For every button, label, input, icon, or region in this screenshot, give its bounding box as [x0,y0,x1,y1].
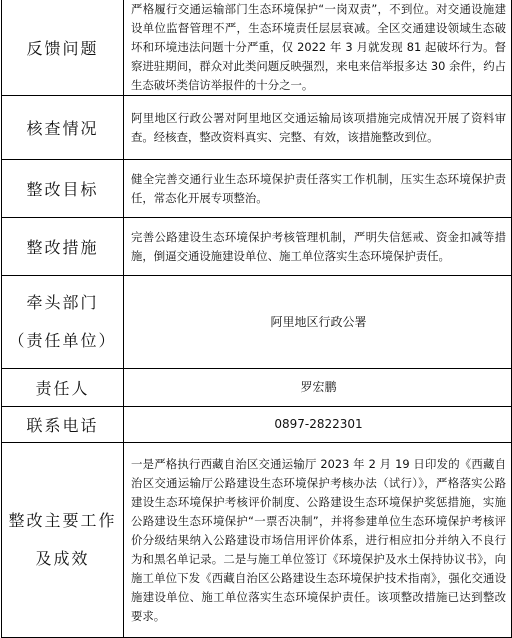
rectification-table [1,0,512,638]
table-row-rectification-measures [2,218,512,276]
content-main-work-results: 一是严格执行西藏自治区交通运输厅 2023 年 2 月 19 日印发的《西藏自治区交通运输厅公路建设生态环境保护考核办法（试行）》，严格落实公路建设生态环境保护考核评价制度、公路建设生态环境保护奖惩措施，实施公路建设生态环境保护“一票否决制”，并将参建单位生态环境保护考核评价分级结果纳入公路建设市场信用评价体系，进行相应扣分并纳入不良行为和黑名单记录。二是与施工单位签订《环境保护及水土保持协议书》，向施工单位下发《西藏自治区公路建设生态环境保护技术指南》，强化交通设施建设单位、施工单位落实生态环境保护责任。该项整改措施已达到整改要求。 [124,443,512,638]
content-contact-phone: 0897-2822301 [124,407,512,443]
table-row-main-work-results [2,443,512,638]
label-lead-department-line2: （责任单位） [8,331,117,350]
table-row-feedback-issue [2,0,512,96]
label-responsible-person: 责任人 [2,369,124,407]
table-row-rectification-goal [2,160,512,218]
content-responsible-person: 罗宏鹏 [124,369,512,407]
table-row-contact-phone [2,407,512,443]
table-row-lead-department [2,276,512,369]
label-main-work-results-line1: 整改主要工作 [8,511,117,530]
label-verification: 核查情况 [2,96,124,160]
label-rectification-goal: 整改目标 [2,160,124,218]
label-feedback-issue: 反馈问题 [2,0,124,96]
table-row-verification [2,96,512,160]
label-main-work-results-line2: 及成效 [35,549,90,568]
label-contact-phone: 联系电话 [2,407,124,443]
table-row-responsible-person [2,369,512,407]
content-rectification-measures: 完善公路建设生态环境保护考核管理机制，严明失信惩戒、资金扣减等措施，倒逼交通设施建设单位、施工单位落实生态环境保护责任。 [124,218,512,276]
label-main-work-results [2,443,124,638]
label-lead-department-line1: 牵头部门 [26,293,99,312]
content-rectification-goal: 健全完善交通行业生态环境保护责任落实工作机制，压实生态环境保护责任，常态化开展专项整治。 [124,160,512,218]
label-rectification-measures: 整改措施 [2,218,124,276]
content-feedback-issue: 严格履行交通运输部门生态环境保护“一岗双责”，不到位。对交通设施建设单位监督管理不严，生态环境责任层层衰减。全区交通建设领域生态破坏和环境违法问题十分严重，仅 2022 年 3 月就发现 81 起破坏行为。督察进驻期间，群众对此类问题反映强烈，来电来信举报多达 30 余件，约占生态破坏类信访举报件的十分之一。 [124,0,512,96]
content-lead-department: 阿里地区行政公署 [124,276,512,369]
content-verification: 阿里地区行政公署对阿里地区交通运输局该项措施完成情况开展了资料审查。经核查，整改资料真实、完整、有效，该措施整改到位。 [124,96,512,160]
label-lead-department [2,276,124,369]
